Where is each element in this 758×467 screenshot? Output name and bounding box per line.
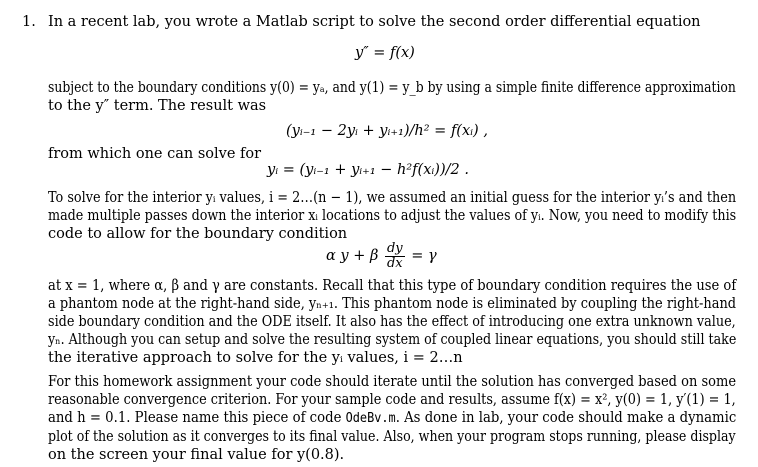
paragraph-line: code to allow for the boundary condition — [48, 226, 348, 242]
equation-left: α y + β — [326, 248, 379, 264]
equation-finite-difference: (yᵢ₋₁ − 2yᵢ + yᵢ₊₁)/h² = f(xᵢ) , — [286, 123, 488, 139]
intro-paragraph — [48, 13, 736, 31]
paragraph-line — [48, 409, 737, 428]
paragraph-line: side boundary condition and the ODE itself. It also has the effect of introducing one extra unknown value, — [48, 314, 736, 330]
paragraph-line: yₙ. Although you can setup and solve the resulting system of coupled linear equations, you should still take — [48, 332, 737, 348]
paragraph-text: and h = 0.1. Please name this piece of code — [48, 410, 346, 426]
paragraph-line: to the y″ term. The result was — [48, 98, 267, 114]
paragraph-line: plot of the solution as it converges to its final value. Also, when your program stops running, please display — [48, 429, 736, 445]
assignment-paragraph — [48, 373, 736, 464]
equation-right: = γ — [411, 248, 437, 264]
intro-line: In a recent lab, you wrote a Matlab script to solve the second order differential equation — [48, 14, 701, 30]
phantom-node-paragraph — [48, 277, 736, 367]
equation-iteration: yᵢ = (yᵢ₋₁ + yᵢ₊₁ − h²f(xᵢ))/2 . — [267, 162, 469, 178]
equation-ode: y″ = f(x) — [355, 45, 415, 61]
problem-number: 1. — [22, 14, 36, 30]
paragraph-text: . As done in lab, your code should make a dynamic — [395, 410, 737, 426]
equation-robin-bc — [326, 241, 437, 271]
paragraph-line: at x = 1, where α, β and γ are constants. Recall that this type of boundary condition requires the use of — [48, 278, 737, 294]
paragraph-line: made multiple passes down the interior xᵢ locations to adjust the values of yᵢ. Now, you need to modify this — [48, 208, 737, 224]
paragraph-line: reasonable convergence criterion. For your sample code and results, assume f(x) = x², y(0) = 1, y′(1) = 1, — [48, 392, 736, 408]
paragraph-line: a phantom node at the right-hand side, yₙ₊₁. This phantom node is eliminated by coupling the right-hand — [48, 296, 737, 312]
paragraph-line: the iterative approach to solve for the yᵢ values, i = 2…n — [48, 350, 463, 366]
paragraph-line: To solve for the interior yᵢ values, i = 2…(n − 1), we assumed an initial guess for the interior yᵢ’s and then — [48, 190, 737, 206]
interior-values-paragraph — [48, 189, 736, 243]
boundary-conditions-paragraph — [48, 79, 736, 115]
paragraph-line: on the screen your final value for y(0.8). — [48, 447, 345, 463]
paragraph-line: from which one can solve for — [48, 146, 262, 162]
fraction-denominator: dx — [386, 255, 403, 271]
code-filename: OdeBv.m — [345, 411, 396, 426]
derivative-fraction — [385, 242, 405, 271]
fraction-numerator: dy — [386, 240, 403, 256]
paragraph-line: For this homework assignment your code should iterate until the solution has converged based on some — [48, 374, 737, 390]
paragraph-line: subject to the boundary conditions y(0) = yₐ, and y(1) = y_b by using a simple finite difference approximation — [48, 80, 736, 96]
